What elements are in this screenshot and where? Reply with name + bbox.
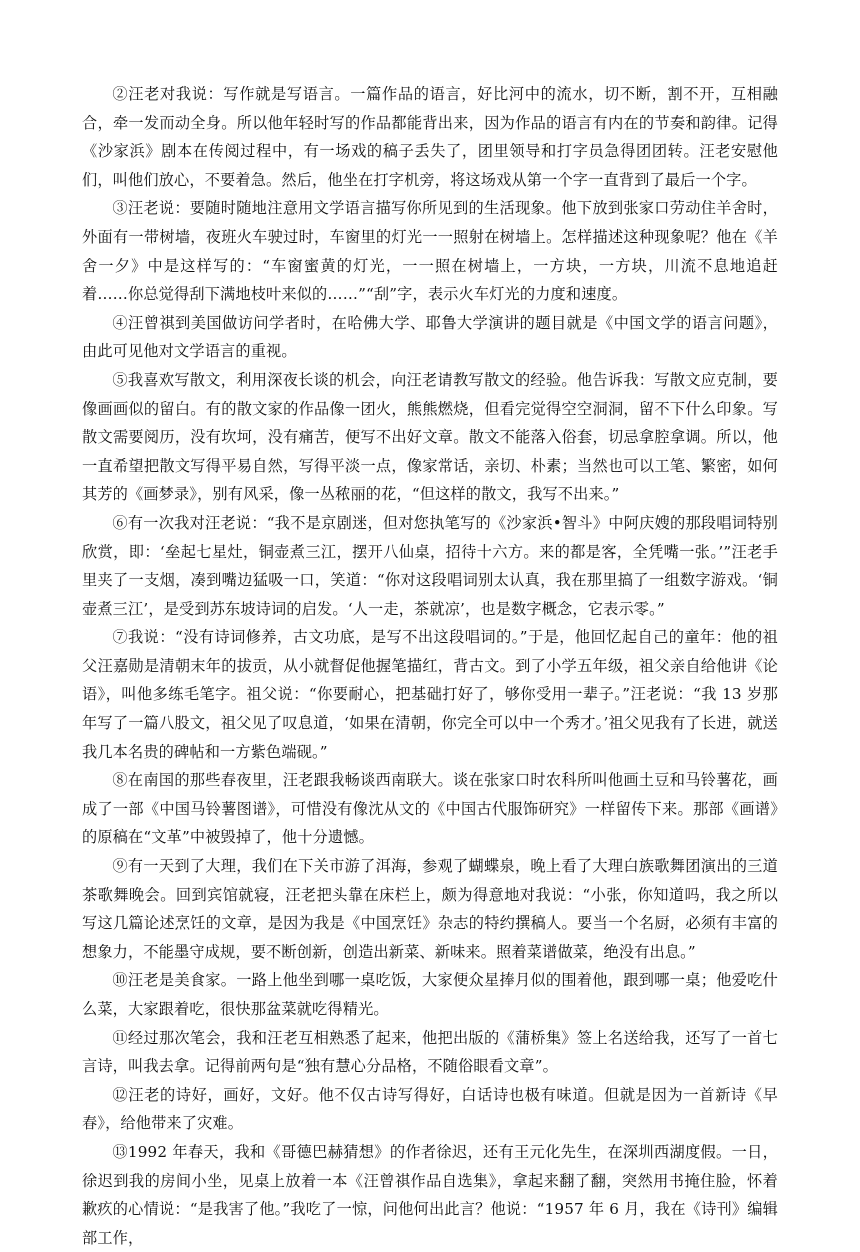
paragraph-3: ③汪老说：要随时随地注意用文学语言描写你所见到的生活现象。他下放到张家口劳动住羊舍时，外面有一带树墙，夜班火车驶过时，车窗里的灯光一一照射在树墙上。怎样描述这种现象呢？他在《羊舍一夕》中是这样写的：“车窗蜜黄的灯光，一一照在树墙上，一方块，一方块，川流不息地追赶着……你总觉得刮下满地枝叶来似的……”“刮”字，表示火车灯光的力度和速度。 (82, 199, 778, 304)
paragraph-8: ⑧在南国的那些春夜里，汪老跟我畅谈西南联大。谈在张家口时农科所叫他画土豆和马铃薯花，画成了一部《中国马铃薯图谱》，可惜没有像沈从文的《中国古代服饰研究》一样留传下来。那部《画谱》的原稿在“文革”中被毁掉了，他十分遗憾。 (82, 771, 778, 847)
paragraph-10: ⑩汪老是美食家。一路上他坐到哪一桌吃饭，大家便众星捧月似的围着他，跟到哪一桌；他爱吃什么菜，大家跟着吃，很快那盆菜就吃得精光。 (82, 971, 778, 1018)
paragraph-6: ⑥有一次我对汪老说：“我不是京剧迷，但对您执笔写的《沙家浜•智斗》中阿庆嫂的那段唱词特别欣赏，即：‘垒起七星灶，铜壶煮三江，摆开八仙桌，招待十六方。来的都是客，全凭嘴一张。’”汪老手里夹了一支烟，凑到嘴边猛吸一口，笑道：“你对这段唱词别太认真，我在那里搞了一组数字游戏。‘铜壶煮三江’，是受到苏东坡诗词的启发。‘人一走，茶就凉’，也是数字概念，它表示零。” (82, 513, 778, 618)
paragraph-12: ⑫汪老的诗好，画好，文好。他不仅古诗写得好，白话诗也极有味道。但就是因为一首新诗《早春》，给他带来了灾难。 (82, 1085, 778, 1133)
paragraph-13: ⑬1992 年春天，我和《哥德巴赫猜想》的作者徐迟，还有王元化先生，在深圳西湖度假。一日，徐迟到我的房间小坐，见桌上放着一本《汪曾祺作品自选集》，拿起来翻了翻，突然用书掩住脸，怀着歉疚的心情说：“是我害了他。”我吃了一惊，问他何出此言？他说：“1957 年 6 月，我在《诗刊》编辑部工作， (82, 1142, 778, 1247)
document-page (82, 80, 778, 1252)
paragraph-5: ⑤我喜欢写散文，利用深夜长谈的机会，向汪老请教写散文的经验。他告诉我：写散文应克制，要像画画似的留白。有的散文家的作品像一团火，熊熊燃烧，但看完觉得空空洞洞，留不下什么印象。写散文需要阅历，没有坎坷，没有痛苦，便写不出好文章。散文不能落入俗套，切忌拿腔拿调。所以，他一直希望把散文写得平易自然，写得平淡一点，像家常话，亲切、朴素；当然也可以工笔、繁密，如何其芳的《画梦录》，别有风采，像一丛秾丽的花，“但这样的散文，我写不出来。” (82, 370, 778, 504)
paragraph-4: ④汪曾祺到美国做访问学者时，在哈佛大学、耶鲁大学演讲的题目就是《中国文学的语言问题》，由此可见他对文学语言的重视。 (82, 313, 778, 361)
paragraph-9: ⑨有一天到了大理，我们在下关市游了洱海，参观了蝴蝶泉，晚上看了大理白族歌舞团演出的三道茶歌舞晚会。回到宾馆就寝，汪老把头靠在床栏上，颇为得意地对我说：“小张，你知道吗，我之所以写这几篇论述烹饪的文章，是因为我是《中国烹饪》杂志的特约撰稿人。要当一个名厨，必须有丰富的想象力，不能墨守成规，要不断创新，创造出新菜、新味来。照着菜谱做菜，绝没有出息。” (82, 857, 778, 961)
paragraph-2: ②汪老对我说：写作就是写语言。一篇作品的语言，好比河中的流水，切不断，割不开，互相融合，牵一发而动全身。所以他年轻时写的作品都能背出来，因为作品的语言有内在的节奏和韵律。记得《沙家浜》剧本在传阅过程中，有一场戏的稿子丢失了，团里领导和打字员急得团团转。汪老安慰他们，叫他们放心，不要着急。然后，他坐在打字机旁，将这场戏从第一个字一直背到了最后一个字。 (82, 85, 778, 189)
paragraph-11: ⑪经过那次笔会，我和汪老互相熟悉了起来，他把出版的《蒲桥集》签上名送给我，还写了一首七言诗，叫我去拿。记得前两句是“独有慧心分品格，不随俗眼看文章”。 (82, 1028, 778, 1076)
paragraph-7: ⑦我说：“没有诗词修养，古文功底，是写不出这段唱词的。”于是，他回忆起自己的童年：他的祖父汪嘉勋是清朝末年的拔贡，从小就督促他握笔描红，背古文。到了小学五年级，祖父亲自给他讲《论语》，叫他多练毛笔字。祖父说：“你要耐心，把基础打好了，够你受用一辈子。”汪老说：“我 13 岁那年写了一篇八股文，祖父见了叹息道，‘如果在清朝，你完全可以中一个秀才。’祖父见我有了长进，就送我几本名贵的碑帖和一方紫色端砚。” (82, 628, 778, 761)
